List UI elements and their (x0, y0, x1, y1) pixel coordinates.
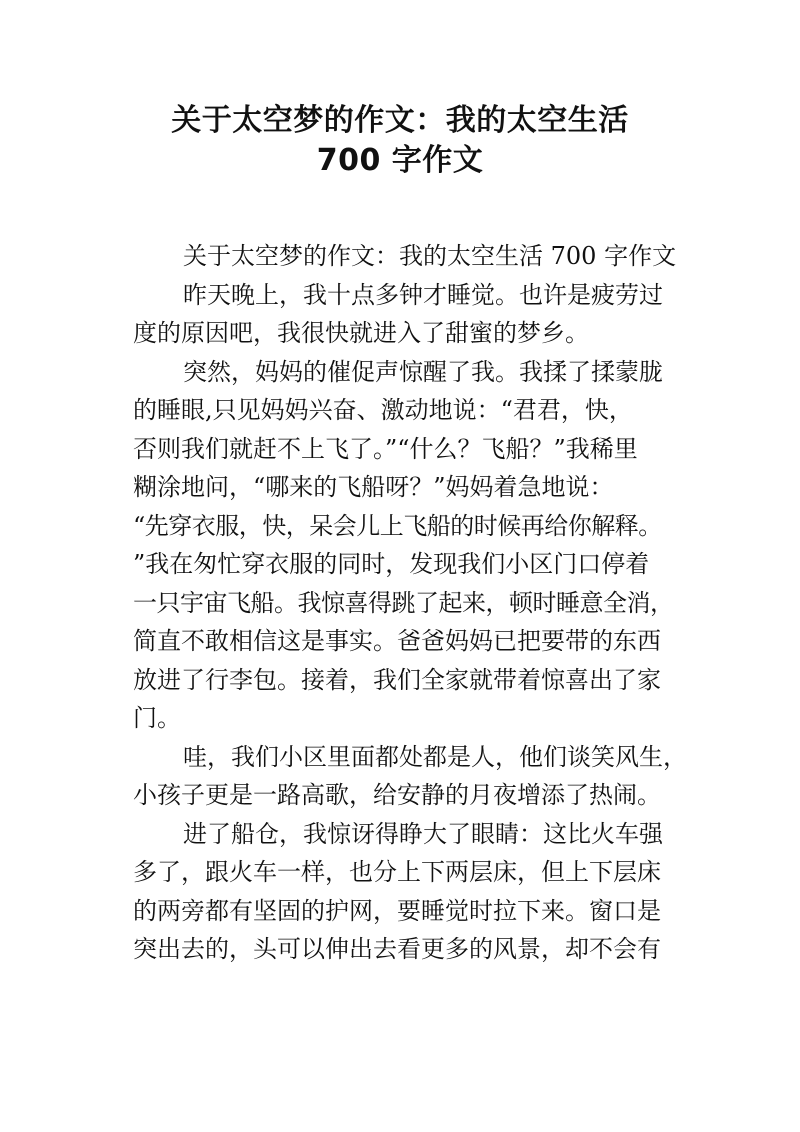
body-line: 突然，妈妈的催促声惊醒了我。我揉了揉蒙胧 (183, 357, 663, 386)
body-line: 简直不敢相信这是事实。爸爸妈妈已把要带的东西 (133, 627, 661, 655)
document-body (133, 237, 687, 969)
body-line: 的两旁都有坚固的护网，要睡觉时拉下来。窗口是 (133, 896, 661, 925)
body-line: 否则我们就赶不上飞了。”“什么？飞船？”我稀里 (133, 434, 638, 463)
body-line: 一只宇宙飞船。我惊喜得跳了起来，顿时睡意全消， (133, 588, 674, 617)
body-line: 哇，我们小区里面都处都是人，他们谈笑风生， (183, 742, 687, 771)
body-line: 进了船仓，我惊讶得睁大了眼睛：这比火车强 (183, 819, 663, 848)
body-line: 昨天晚上，我十点多钟才睡觉。也许是疲劳过 (183, 280, 663, 309)
body-line: 关于太空梦的作文：我的太空生活 700 字作文 (183, 242, 677, 270)
body-line: 突出去的，头可以伸出去看更多的风景，却不会有 (133, 935, 661, 963)
body-line: 多了，跟火车一样，也分上下两层床，但上下层床 (133, 858, 661, 886)
body-line: ”我在匆忙穿衣服的同时，发现我们小区门口停着 (133, 550, 650, 578)
document-title-line-1: 关于太空梦的作文：我的太空生活 (171, 103, 629, 138)
body-line: “先穿衣服，快，呆会儿上飞船的时候再给你解释。 (133, 511, 662, 540)
body-line: 度的原因吧，我很快就进入了甜蜜的梦乡。 (133, 319, 589, 347)
body-line: 门。 (133, 704, 181, 732)
body-line: 小孩子更是一路高歌，给安静的月夜增添了热闹。 (133, 781, 661, 809)
body-line: 糊涂地问，“哪来的飞船呀？”妈妈着急地说： (133, 473, 614, 501)
body-line: 放进了行李包。接着，我们全家就带着惊喜出了家 (133, 665, 661, 694)
body-line: 的睡眼,只见妈妈兴奋、激动地说：“君君，快， (133, 396, 633, 424)
document-title-line-2: 700 字作文 (316, 143, 484, 178)
